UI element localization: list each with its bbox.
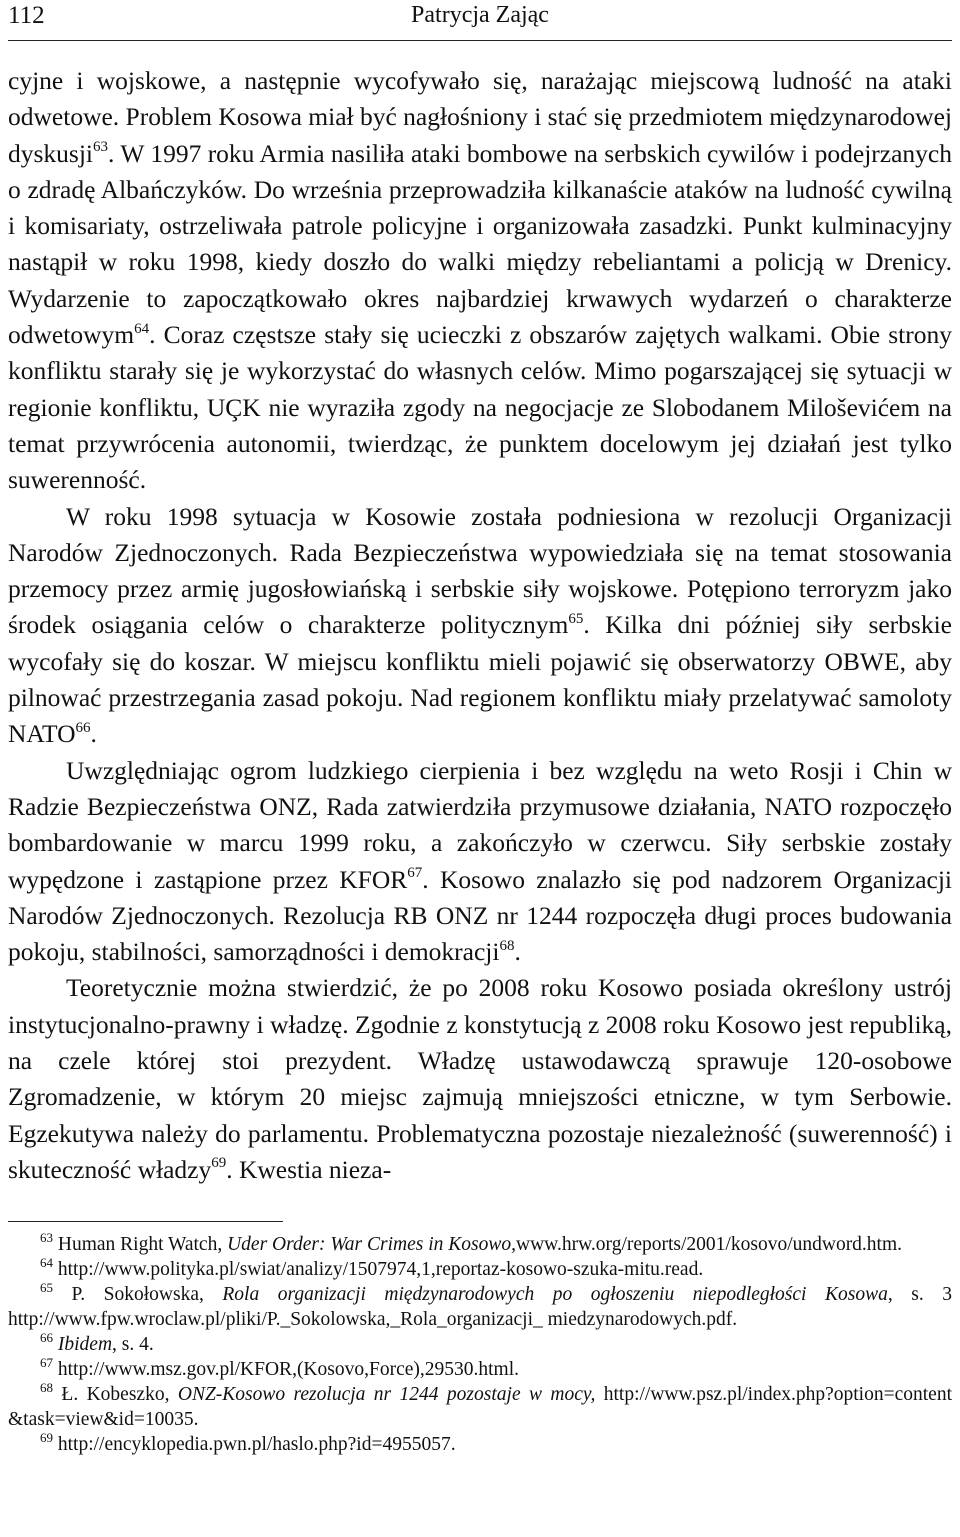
footnote-ref: 64: [134, 320, 150, 337]
text-run: Teoretycznie można stwierdzić, że po 2008 roku Kosowo posiada określony ustrój instytucjonalno-prawny i władzę. Zgodnie z konstytucją z 2008 roku Kosowo jest republiką, na czele której stoi prezydent. Władzę ustawodawczą sprawuje 120-osobowe Zgromadzenie, w którym 20 miejsc zajmują mniejszości etniczne, w tym Serbowie. Egzekutywa należy do parlamentu. Problematyczna pozostaje niezależność (suwerenność) i skuteczność władzy: [8, 973, 952, 1184]
footnote: [8, 1279, 953, 1332]
text-run: http://www.psz.pl/index.php?option=content &task=view&id=10035.: [8, 1384, 952, 1430]
text-run: cyjne i wojskowe, a następnie wycofywało się, narażając miejscową ludność na ataki odwetowe. Problem Kosowa miał być nagłośniony i stać się przedmiotem międzynarodowej dyskusji: [8, 66, 952, 168]
page-number: 112: [8, 2, 45, 29]
footnote-number: 67: [40, 1354, 53, 1370]
text-run: P. Sokołowska,: [71, 1284, 223, 1305]
body-text: [8, 63, 952, 1188]
paragraph: [8, 753, 952, 971]
text-run: http://encyklopedia.pwn.pl/haslo.php?id=4955057.: [57, 1434, 456, 1455]
text-run: www.hrw.org/reports/2001/kosovo/undword.htm.: [516, 1234, 903, 1255]
text-run: Uwzględniając ogrom ludzkiego cierpienia i bez względu na weto Rosji i Chin w Radzie Bezpieczeństwa ONZ, Rada zatwierdziła przymusowe działania, NATO rozpoczęło bombardowanie w marcu 1999 roku, a zakończyło w czerwcu. Siły serbskie zostały wypędzone i zastąpione przez KFOR: [8, 755, 952, 894]
text-run: , s. 4.: [112, 1334, 154, 1355]
text-run: W roku 1998 sytuacja w Kosowie została podniesiona w rezolucji Organizacji Narodów Zjednoczonych. Rada Bezpieczeństwa wypowiedziała się na temat stosowania przemocy przez armię jugosłowiańską i serbskie siły wojskowe. Potępiono terroryzm jako środek osiągania celów o charakterze politycznym: [8, 501, 952, 640]
footnote: [8, 1379, 952, 1432]
page-header: [8, 0, 952, 38]
footnote-number: 65: [40, 1279, 53, 1295]
footnote-number: 66: [40, 1329, 53, 1345]
text-run: http://www.msz.gov.pl/KFOR,(Kosovo,Force),29530.html.: [57, 1359, 520, 1380]
text-run: . W 1997 roku Armia nasiliła ataki bombowe na serbskich cywilów i podejrzanych o zdradę Albańczyków. Do września przeprowadziła kilkanaście ataków na ludność cywilną i komisariaty, ostrzeliwała patrole policyjne i organizowała zasadzki. Punkt kulminacyjny nastąpił w roku 1998, kiedy doszło do walki między rebeliantami a policją w Drenicy. Wydarzenie to zapoczątkowało okres najbardziej krwawych wydarzeń o charakterze odwetowym: [8, 138, 952, 350]
italic-title: ONZ-Kosowo rezolucja nr 1244 pozostaje w mocy,: [177, 1384, 596, 1405]
text-run: s. 3 http://www.fpw.wroclaw.pl/pliki/P._Sokolowska,_Rola_organizacji_ miedzynarodowych.pdf.: [8, 1284, 953, 1330]
footnote-ref: 65: [568, 610, 584, 627]
text-run: .: [514, 937, 521, 967]
footnote: [8, 1329, 952, 1357]
footnote-separator: [8, 1221, 283, 1222]
paragraph: [8, 63, 952, 499]
footnote: [8, 1229, 952, 1257]
footnote-ref: 69: [211, 1155, 227, 1172]
footnote-ref: 68: [499, 937, 515, 954]
paragraph: [8, 499, 952, 753]
italic-title: Ibidem: [57, 1334, 113, 1355]
text-run: Ł. Kobeszko,: [61, 1384, 178, 1405]
text-run: . Kwestia nieza-: [226, 1154, 392, 1184]
footnote: [8, 1254, 952, 1282]
text-run: .: [90, 719, 97, 749]
italic-title: Uder Order: War Crimes in Kosowo,: [227, 1234, 517, 1255]
running-head-author: Patrycja Zając: [411, 2, 549, 28]
footnote-number: 68: [40, 1379, 53, 1395]
footnote-ref: 66: [75, 719, 91, 736]
footnote-number: 64: [40, 1254, 53, 1270]
footnote-number: 63: [40, 1229, 53, 1245]
text-run: http://www.polityka.pl/swiat/analizy/1507974,1,reportaz-kosowo-szuka-mitu.read.: [57, 1259, 704, 1280]
footnote-ref: 67: [407, 865, 423, 882]
footnote-number: 69: [40, 1429, 53, 1445]
footnotes: [8, 1229, 953, 1457]
text-run: . Kilka dni później siły serbskie wycofały się do koszar. W miejscu konfliktu mieli pojawić się obserwatorzy OBWE, aby pilnować przestrzegania zasad pokoju. Nad regionem konfliktu miały przelatywać samoloty NATO: [8, 610, 953, 749]
paragraph: [8, 970, 952, 1188]
italic-title: Rola organizacji międzynarodowych po ogłoszeniu niepodległości Kosowa,: [222, 1284, 893, 1305]
header-rule: [8, 40, 952, 41]
text-run: . Kosowo znalazło się pod nadzorem Organizacji Narodów Zjednoczonych. Rezolucja RB ONZ nr 1244 rozpoczęła długi proces budowania pokoju, stabilności, samorządności i demokracji: [8, 864, 952, 967]
footnote: [8, 1429, 952, 1457]
footnote: [8, 1354, 952, 1382]
footnote-ref: 63: [93, 139, 109, 156]
text-run: . Coraz częstsze stały się ucieczki z obszarów zajętych walkami. Obie strony konfliktu starały się je wykorzystać do własnych celów. Mimo pogarszającej się sytuacji w regionie konfliktu, UÇK nie wyraziła zgody na negocjacje ze Slobodanem Miloševićem na temat przywrócenia autonomii, twierdząc, że punktem docelowym jej działań jest tylko suwerenność.: [8, 320, 952, 495]
text-run: Human Right Watch,: [57, 1234, 228, 1255]
